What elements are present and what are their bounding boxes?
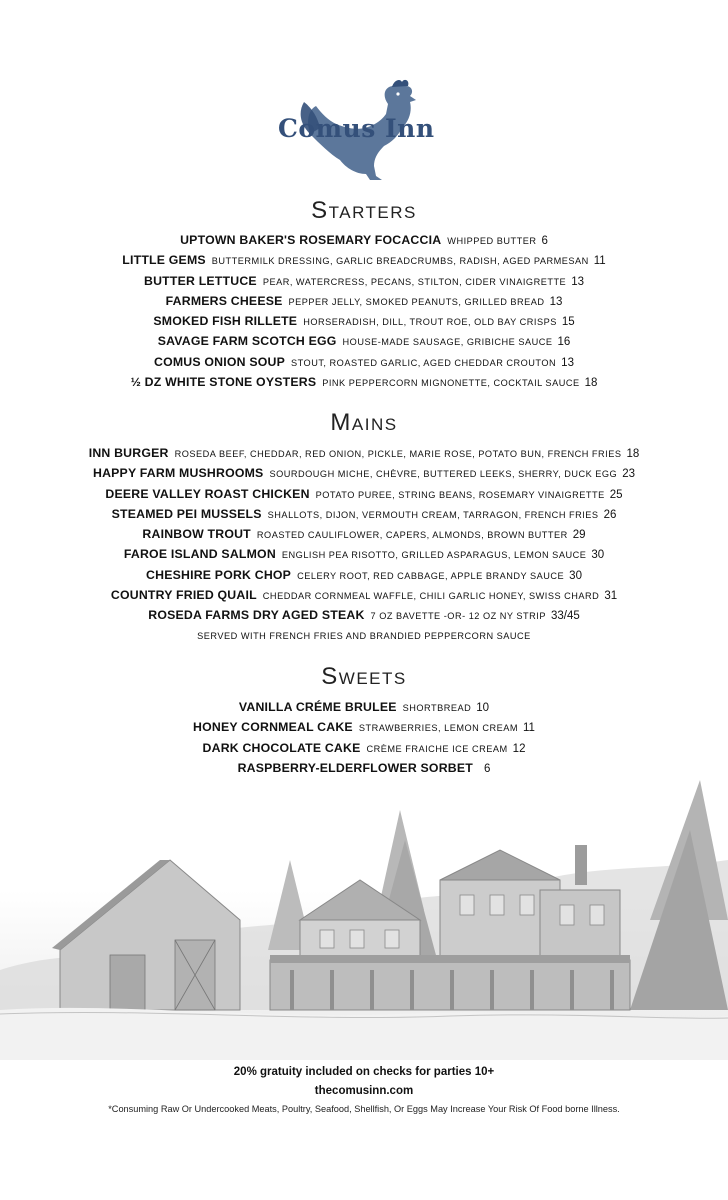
- list-item: HAPPY FARM MUSHROOMS SOURDOUGH MICHE, CHÈVRE, BUTTERED LEEKS, SHERRY, DUCK EGG 23: [92, 466, 636, 481]
- mains-list: [0, 443, 728, 646]
- section-title-mains: Mains: [330, 409, 398, 436]
- mains-note: SERVED WITH FRENCH FRIES AND BRANDIED PEPPERCORN SAUCE: [197, 630, 531, 641]
- list-item: FAROE ISLAND SALMON ENGLISH PEA RISOTTO, GRILLED ASPARAGUS, LEMON SAUCE 30: [123, 547, 605, 562]
- list-item: RAINBOW TROUT ROASTED CAULIFLOWER, CAPERS, ALMONDS, BROWN BUTTER 29: [142, 527, 586, 542]
- list-item: LITTLE GEMS BUTTERMILK DRESSING, GARLIC BREADCRUMBS, RADISH, AGED PARMESAN 11: [122, 253, 606, 268]
- sweets-list: [0, 697, 728, 778]
- list-item: SMOKED FISH RILLETE HORSERADISH, DILL, TROUT ROE, OLD BAY CRISPS 15: [153, 314, 575, 329]
- list-item: INN BURGER ROSEDA BEEF, CHEDDAR, RED ONION, PICKLE, MARIE ROSE, POTATO BUN, FRENCH FRIES 18: [88, 446, 640, 460]
- list-item: RASPBERRY-ELDERFLOWER SORBET 6: [237, 760, 491, 775]
- footer: [0, 1062, 728, 1118]
- list-item: DARK CHOCOLATE CAKE CRÈME FRAICHE ICE CREAM 12: [202, 740, 526, 755]
- gratuity-note: 20% gratuity included on checks for parties 10+: [233, 1066, 495, 1078]
- list-item: STEAMED PEI MUSSELS SHALLOTS, DIJON, VERMOUTH CREAM, TARRAGON, FRENCH FRIES 26: [111, 506, 617, 521]
- list-item: FARMERS CHEESE PEPPER JELLY, SMOKED PEANUTS, GRILLED BREAD 13: [165, 293, 563, 308]
- food-safety-disclaimer: *Consuming Raw Or Undercooked Meats, Poultry, Seafood, Shellfish, Or Eggs May Increase Your Risk Of Food borne Illness.: [108, 1104, 620, 1114]
- list-item: COUNTRY FRIED QUAIL CHEDDAR CORNMEAL WAFFLE, CHILI GARLIC HONEY, SWISS CHARD 31: [110, 588, 618, 603]
- list-item: VANILLA CRÉME BRULEE SHORTBREAD 10: [238, 700, 490, 714]
- list-item: DEERE VALLEY ROAST CHICKEN POTATO PUREE, STRING BEANS, ROSEMARY VINAIGRETTE 25: [105, 486, 623, 501]
- starters-list: [0, 230, 728, 392]
- section-title-starters: Starters: [311, 197, 417, 224]
- website-link[interactable]: thecomusinn.com: [314, 1085, 414, 1097]
- list-item: ROSEDA FARMS DRY AGED STEAK 7 OZ BAVETTE -OR- 12 OZ NY STRIP 33/45: [148, 608, 580, 623]
- list-item: CHESHIRE PORK CHOP CELERY ROOT, RED CABBAGE, APPLE BRANDY SAUCE 30: [146, 567, 582, 582]
- list-item: ½ DZ WHITE STONE OYSTERS PINK PEPPERCORN MIGNONETTE, COCKTAIL SAUCE 18: [130, 375, 598, 390]
- list-item: SAVAGE FARM SCOTCH EGG HOUSE-MADE SAUSAGE, GRIBICHE SAUCE 16: [157, 334, 571, 349]
- list-item: BUTTER LETTUCE PEAR, WATERCRESS, PECANS, STILTON, CIDER VINAIGRETTE 13: [144, 273, 584, 288]
- list-item: HONEY CORNMEAL CAKE STRAWBERRIES, LEMON CREAM 11: [193, 720, 535, 735]
- list-item: COMUS ONION SOUP STOUT, ROASTED GARLIC, AGED CHEDDAR CROUTON 13: [154, 354, 574, 369]
- brand-name: Comus Inn: [278, 114, 435, 143]
- farmhouse-sketch-illustration: [0, 770, 728, 1060]
- section-title-sweets: Sweets: [321, 663, 407, 690]
- list-item: UPTOWN BAKER'S ROSEMARY FOCACCIA WHIPPED BUTTER 6: [180, 233, 548, 247]
